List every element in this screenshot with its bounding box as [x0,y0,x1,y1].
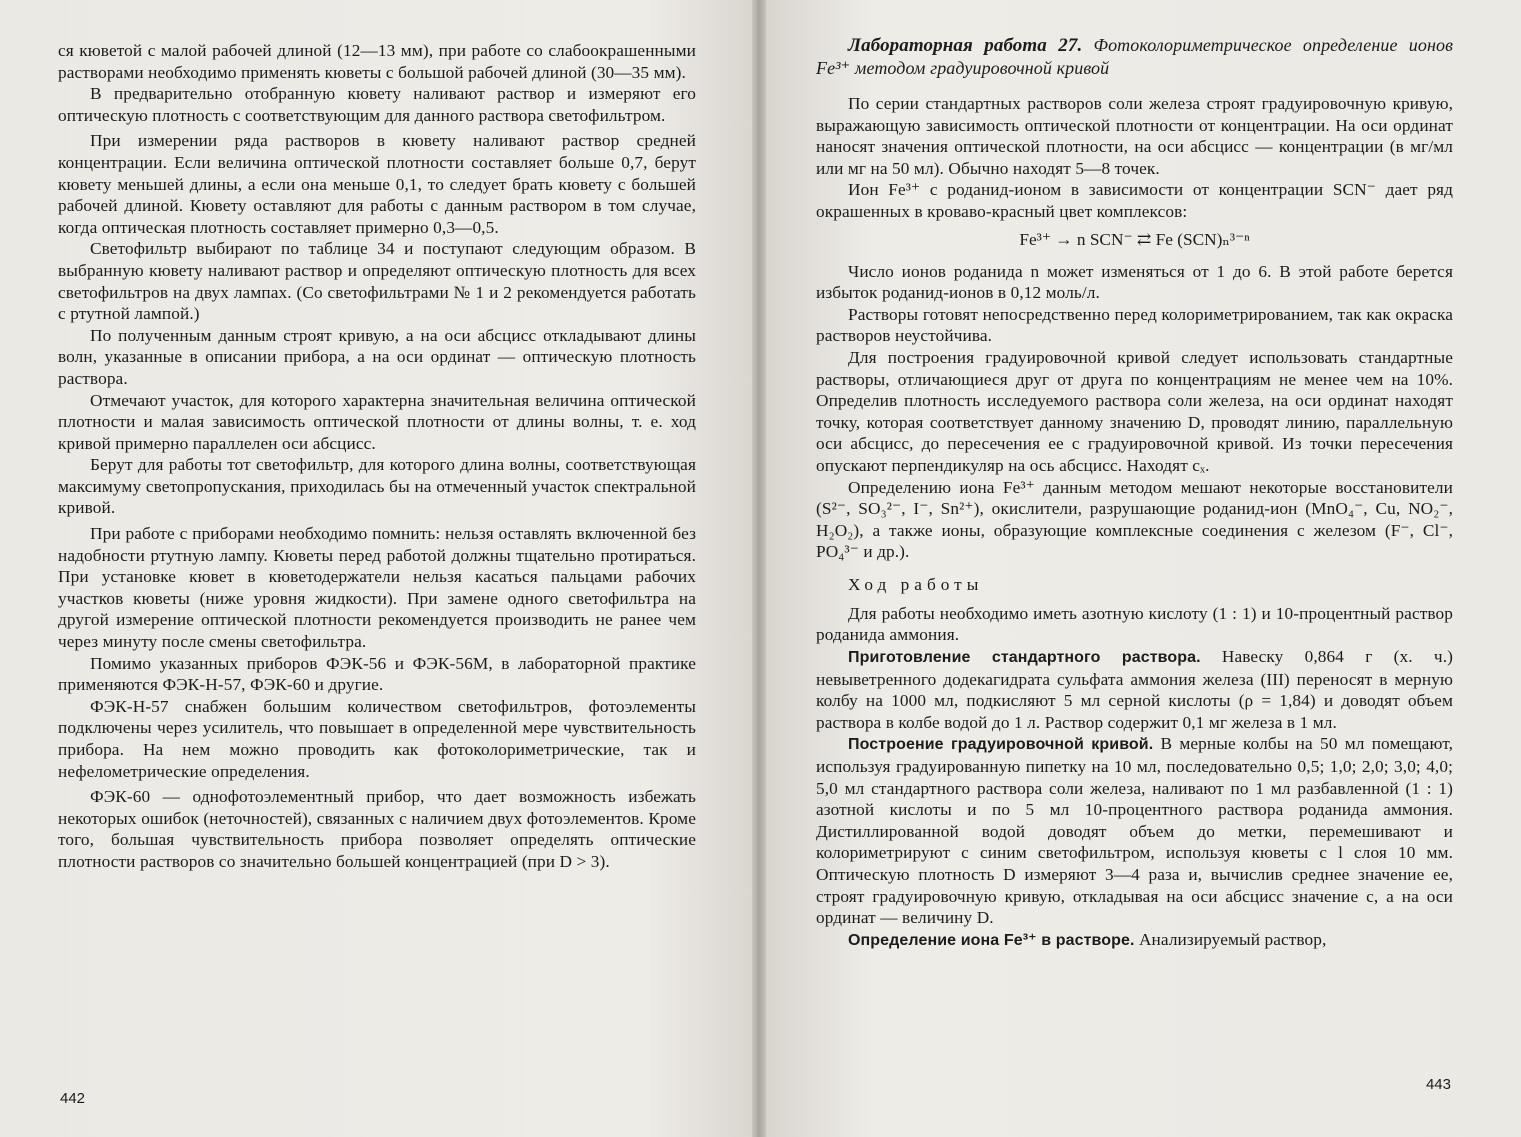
lab-title-number: Лабораторная работа 27. [848,35,1083,56]
paragraph: При измерении ряда растворов в кювету наливают раствор средней концентрации. Если величина оптической плотности составляет больше 0,7, берут кювету меньшей длины, а если она меньше 0,1, то следует брать кювету с большей рабочей длиной. Кювету оставляют для работы с данным раствором в том случае, когда оптическая плотность составляет примерно 0,3—0,5. [58,131,696,237]
left-page [0,0,758,1137]
runin-heading: Определение иона Fe³⁺ в растворе. [848,931,1135,949]
paragraph: Ион Fe³⁺ с роданид-ионом в зависимости от концентрации SCN⁻ дает ряд окрашенных в кроваво-красный цвет комплексов: [816,180,1453,221]
book-gutter [752,0,766,1137]
lab-title-text: Фотоколориметрическое определение ионов Fe³⁺ методом градуировочной кривой [816,35,1453,78]
paragraph [816,733,1453,928]
paragraph: Отмечают участок, для которого характерна значительная величина оптической плотности и малая зависимость оптической плотности от длины волны, т. е. ход кривой примерно параллелен оси абсцисс. [58,390,696,453]
paragraph [816,646,1453,733]
paragraph: Число ионов роданида n может изменяться от 1 до 6. В этой работе берется избыток роданид-ионов в 0,12 моль/л. [816,261,1453,303]
page-number: 443 [1425,1076,1451,1093]
page-number: 442 [60,1090,86,1107]
paragraph [816,929,1453,952]
paragraph: Берут для работы тот светофильтр, для которого длина волны, соответствующая максимуму светопропускания, приходилась бы на отмеченный участок спектральной кривой. [58,455,696,518]
paragraph-text: В мерные колбы на 50 мл помещают, используя градуированную пипетку на 10 мл, последовательно 0,5; 1,0; 2,0; 3,0; 4,0; 5,0 мл стандартного раствора соли железа, наливают по 1 мл разбавленной (1 : 1) азотной кислоты и по 5 мл 10-процентного раствора роданида аммония. Дистиллированной водой доводят объем до метки, перемешивают и колориметрируют с синим светофильтром, используя кюветы с l слоя 10 мм. Оптическую плотность D измеряют 3—4 раза и, вычислив среднее значение ее, строят градуировочную кривую, откладывая на оси абсцисс значение c, а на оси ординат — величину D. [816,734,1453,928]
right-page [758,0,1521,1137]
lab-title [816,34,1453,79]
paragraph: Для построения градуировочной кривой следует использовать стандартные растворы, отличающиеся друг от друга по концентрациям не менее чем на 10%. Определив плотность исследуемого раствора соли железа, на оси ординат находят точку, которая соответствует данному значению D, проводят линию, параллельную оси абсцисс, до пересечения ее с градуировочной кривой. Из точки пересечения опускают перпендикуляр на ось абсцисс. Находят cₓ. [816,347,1453,475]
paragraph: В предварительно отобранную кювету наливают раствор и измеряют его оптическую плотность с соответствующим для данного раствора светофильтром. [58,84,696,125]
paragraph: ФЭК-60 — однофотоэлементный прибор, что дает возможность избежать некоторых ошибок (неточностей), связанных с наличием двух фотоэлементов. Кроме того, большая чувствительность прибора позволяет определять оптические плотности растворов со значительно большей концентрацией (при D > 3). [58,787,696,871]
paragraph: При работе с приборами необходимо помнить: нельзя оставлять включенной без надобности ртутную лампу. Кюветы перед работой должны тщательно протираться. При установке кювет в кюветодержатели нельзя касаться пальцами рабочих участков кюветы (ниже уровня жидкости). При замене одного светофильтра на другой измерение оптической плотности рекомендуется производить не ранее чем через минуту после смены светофильтра. [58,524,696,652]
paragraph: Растворы готовят непосредственно перед колориметрированием, так как окраска растворов неустойчива. [816,304,1453,346]
runin-heading: Приготовление стандартного раствора. [848,649,1201,667]
section-heading: Ход работы [848,574,984,594]
paragraph: ФЭК-Н-57 снабжен большим количеством светофильтров, фотоэлементы подключены через усилитель, что повышает в определенной мере чувствительность прибора. На нем можно проводить как фотоколориметрические, так и нефелометрические определения. [58,696,696,781]
paragraph: По серии стандартных растворов соли железа строят градуировочную кривую, выражающую зависимость оптической плотности от концентрации. На оси ординат наносят значения оптической плотности, на оси абсцисс — концентрации (в мг/мл или мг на 50 мл). Обычно находят 5—8 точек. [816,94,1453,178]
runin-heading: Построение градуировочной кривой. [848,736,1154,754]
paragraph: ся кюветой с малой рабочей длиной (12—13 мм), при работе со слабоокрашенными растворами необходимо применять кюветы с большой рабочей длиной (30—35 мм). [58,41,696,82]
paragraph-text: Навеску 0,864 г (х. ч.) невыветренного додекагидрата сульфата аммония железа (III) переносят в мерную колбу на 1000 мл, подкисляют 5 мл серной кислоты (ρ = 1,84) и доводят объем раствора в колбе водой до 1 л. Раствор содержит 0,1 мг железа в 1 мл. [816,647,1453,732]
paragraph: Помимо указанных приборов ФЭК-56 и ФЭК-56М, в лабораторной практике применяются ФЭК-Н-57, ФЭК-60 и другие. [58,653,696,695]
paragraph: Определению иона Fe³⁺ данным методом мешают некоторые восстановители (S²⁻, SO₃²⁻, I⁻, Sn²⁺), окислители, разрушающие роданид-ион (MnO₄⁻, Cu, NO₂⁻, H₂O₂), а также ионы, образующие комплексные соединения с железом (F⁻, Cl⁻, PO₄³⁻ и др.). [816,477,1453,562]
paragraph: Светофильтр выбирают по таблице 34 и поступают следующим образом. В выбранную кювету наливают раствор и определяют оптическую плотность для всех светофильтров на двух лампах. (Со светофильтрами № 1 и 2 рекомендуется работать с ртутной лампой.) [58,239,696,324]
paragraph: Для работы необходимо иметь азотную кислоту (1 : 1) и 10-процентный раствор роданида аммония. [816,603,1453,645]
reaction-formula: Fe³⁺ → n SCN⁻ ⇄ Fe (SCN)ₙ³⁻ⁿ [1019,229,1250,249]
paragraph: По полученным данным строят кривую, а на оси абсцисс откладывают длины волн, указанные в описании прибора, а на оси ординат — оптическую плотность раствора. [58,325,696,388]
paragraph-text: Анализируемый раствор, [1138,929,1327,949]
